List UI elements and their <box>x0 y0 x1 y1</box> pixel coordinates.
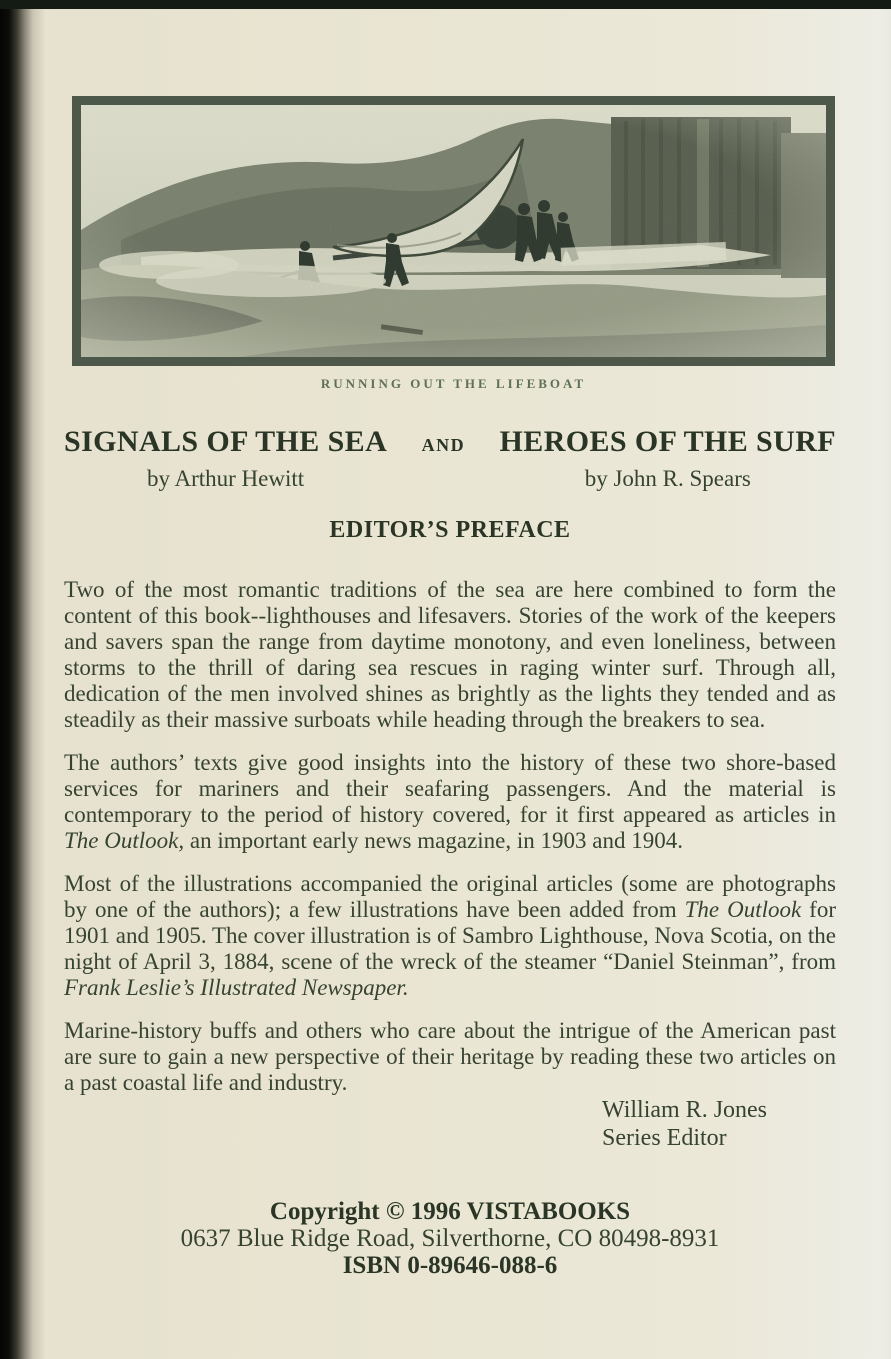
preface-heading: EDITOR’S PREFACE <box>329 517 571 543</box>
book-title-right: HEROES OF THE SURF <box>499 425 836 458</box>
editor-signature <box>602 1096 836 1152</box>
illustration-caption: RUNNING OUT THE LIFEBOAT <box>320 376 587 391</box>
preface-paragraph: Marine-history buffs and others who care about the intrigue of the American past are sure to gain a new perspective of their heritage by reading these two articles on a past coastal life and industry. <box>64 1018 836 1095</box>
preface-paragraph: Two of the most romantic traditions of the sea are here combined to form the content of this book--lighthouses and lifesavers. Stories of the work of the keepers and savers span the range from daytime monotony, and even loneliness, between storms to the thrill of daring sea rescues in raging winter surf. Through all, dedication of the men involved shines as brightly as the lights they tended and as steadily as their massive surboats while heading through the breakers to sea. <box>64 577 836 732</box>
signature-role: Series Editor <box>602 1125 727 1151</box>
byline-right: by John R. Spears <box>584 466 751 491</box>
address-line: 0637 Blue Ridge Road, Silverthorne, CO 80498-8931 <box>180 1225 720 1252</box>
imprint-block <box>64 1198 836 1279</box>
signature-name: William R. Jones <box>602 1097 768 1123</box>
preface-paragraph: The authors’ texts give good insights into the history of these two shore-based services for mariners and their seafaring passengers. And the material is contemporary to the period of history covered, for it first appeared as articles in The Outlook, an important early news magazine, in 1903 and 1904. <box>64 750 836 853</box>
page-right-edge <box>857 0 891 1359</box>
preface-paragraph: Most of the illustrations accompanied the original articles (some are photographs by one of the authors); a few illustrations have been added from The Outlook for 1901 and 1905. The cover illustration is of Sambro Lighthouse, Nova Scotia, on the night of April 3, 1884, scene of the wreck of the steamer “Daniel Steinman”, from Frank Leslie’s Illustrated Newspaper. <box>64 871 836 1000</box>
title-block-right <box>500 425 836 492</box>
title-row <box>64 425 836 492</box>
title-block-left <box>64 425 387 492</box>
byline-left: by Arthur Hewitt <box>146 466 305 491</box>
title-conjunction: AND <box>421 435 466 455</box>
lifeboat-illustration <box>81 105 826 357</box>
copyright-line: Copyright © 1996 VISTABOOKS <box>269 1198 631 1225</box>
isbn-line: ISBN 0-89646-088-6 <box>342 1252 558 1279</box>
lifeboat-illustration-frame <box>72 96 835 366</box>
book-title-left: SIGNALS OF THE SEA <box>64 425 388 458</box>
preface-content <box>64 517 836 1279</box>
book-gutter-shadow <box>0 0 62 1359</box>
book-top-edge <box>0 0 891 9</box>
halftone-grain <box>81 105 826 357</box>
